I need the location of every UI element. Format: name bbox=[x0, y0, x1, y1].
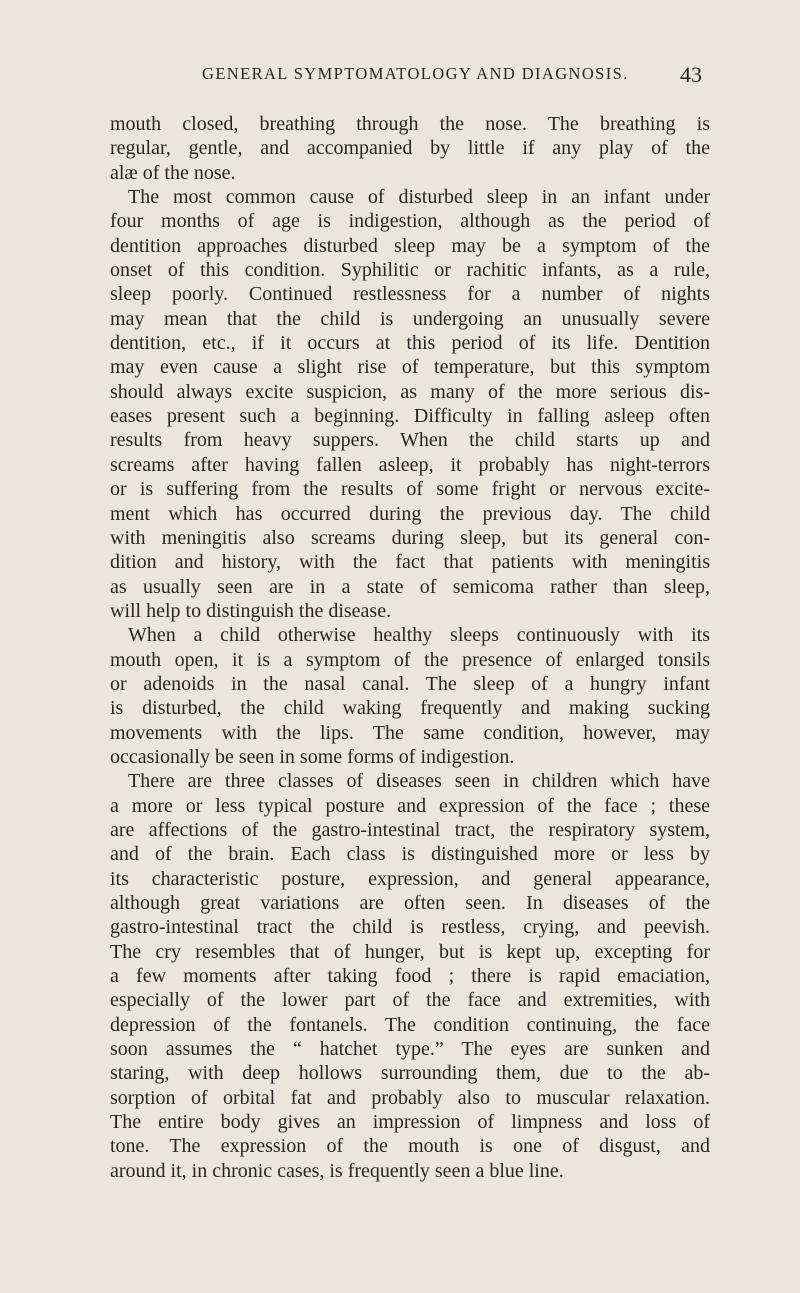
text-line: ment which has occurred during the previous day. The child bbox=[110, 502, 710, 525]
text-line: dition and history, with the fact that patients with meningitis bbox=[110, 551, 710, 574]
text-line: although great variations are often seen. In diseases of the bbox=[110, 892, 710, 914]
text-line: may even cause a slight rise of temperature, but this symptom bbox=[110, 356, 710, 379]
text-line: a few moments after taking food ; there is rapid emaciation, bbox=[110, 965, 710, 988]
text-line: mouth open, it is a symptom of the presence of enlarged tonsils bbox=[110, 648, 710, 671]
text-line: its characteristic posture, expression, and general appearance, bbox=[110, 867, 710, 890]
page-number: 43 bbox=[680, 62, 702, 87]
text-line: When a child otherwise healthy sleeps continuously with its bbox=[128, 624, 710, 647]
text-line: staring, with deep hollows surrounding them, due to the ab- bbox=[110, 1062, 710, 1085]
text-line: or is suffering from the results of some fright or nervous excite- bbox=[110, 478, 710, 501]
body-text bbox=[110, 112, 710, 1183]
text-line: and of the brain. Each class is distinguished more or less by bbox=[110, 843, 710, 866]
text-line: may mean that the child is undergoing an unusually severe bbox=[110, 307, 710, 330]
text-line: around it, in chronic cases, is frequently seen a blue line. bbox=[110, 1159, 564, 1182]
text-line: gastro-intestinal tract the child is restless, crying, and peevish. bbox=[110, 916, 710, 939]
text-line: There are three classes of diseases seen in children which have bbox=[128, 770, 710, 793]
text-line: four months of age is indigestion, although as the period of bbox=[110, 210, 710, 233]
text-line: sorption of orbital fat and probably also to muscular relaxation. bbox=[110, 1086, 710, 1109]
text-line: or adenoids in the nasal canal. The sleep of a hungry infant bbox=[110, 672, 710, 695]
text-line: as usually seen are in a state of semicoma rather than sleep, bbox=[110, 575, 710, 598]
text-line: depression of the fontanels. The condition continuing, the face bbox=[110, 1013, 710, 1036]
text-line: alæ of the nose. bbox=[110, 161, 236, 184]
text-line: regular, gentle, and accompanied by little if any play of the bbox=[110, 137, 710, 160]
text-line: results from heavy suppers. When the child starts up and bbox=[110, 429, 710, 452]
text-line: eases present such a beginning. Difficulty in falling asleep often bbox=[110, 405, 710, 428]
text-line: a more or less typical posture and expression of the face ; these bbox=[110, 794, 710, 817]
text-line: The most common cause of disturbed sleep in an infant under bbox=[128, 186, 710, 209]
text-line: movements with the lips. The same condition, however, may bbox=[110, 721, 710, 744]
text-line: dentition approaches disturbed sleep may be a symptom of the bbox=[110, 234, 710, 257]
text-line: sleep poorly. Continued restlessness for a number of nights bbox=[110, 283, 710, 306]
text-line: is disturbed, the child waking frequently and making sucking bbox=[110, 697, 710, 720]
text-line: dentition, etc., if it occurs at this period of its life. Dentition bbox=[110, 332, 710, 355]
text-line: are affections of the gastro-intestinal tract, the respiratory system, bbox=[110, 818, 710, 841]
text-line: with meningitis also screams during sleep, but its general con- bbox=[110, 526, 710, 549]
running-title: GENERAL SYMPTOMATOLOGY AND DIAGNOSIS. bbox=[202, 64, 629, 83]
text-line: especially of the lower part of the face and extremities, with bbox=[110, 989, 710, 1012]
text-line: should always excite suspicion, as many of the more serious dis- bbox=[110, 380, 710, 403]
text-line: occasionally be seen in some forms of indigestion. bbox=[110, 745, 515, 768]
running-head bbox=[110, 64, 702, 94]
text-line: soon assumes the “ hatchet type.” The eyes are sunken and bbox=[110, 1038, 710, 1061]
text-line: The cry resembles that of hunger, but is kept up, excepting for bbox=[110, 940, 710, 963]
text-line: mouth closed, breathing through the nose. The breathing is bbox=[110, 113, 710, 135]
text-line: tone. The expression of the mouth is one of disgust, and bbox=[110, 1135, 710, 1158]
text-line: The entire body gives an impression of limpness and loss of bbox=[110, 1111, 710, 1134]
text-line: screams after having fallen asleep, it probably has night-terrors bbox=[110, 453, 710, 476]
text-line: will help to distinguish the disease. bbox=[110, 599, 392, 622]
text-line: onset of this condition. Syphilitic or rachitic infants, as a rule, bbox=[110, 259, 710, 282]
